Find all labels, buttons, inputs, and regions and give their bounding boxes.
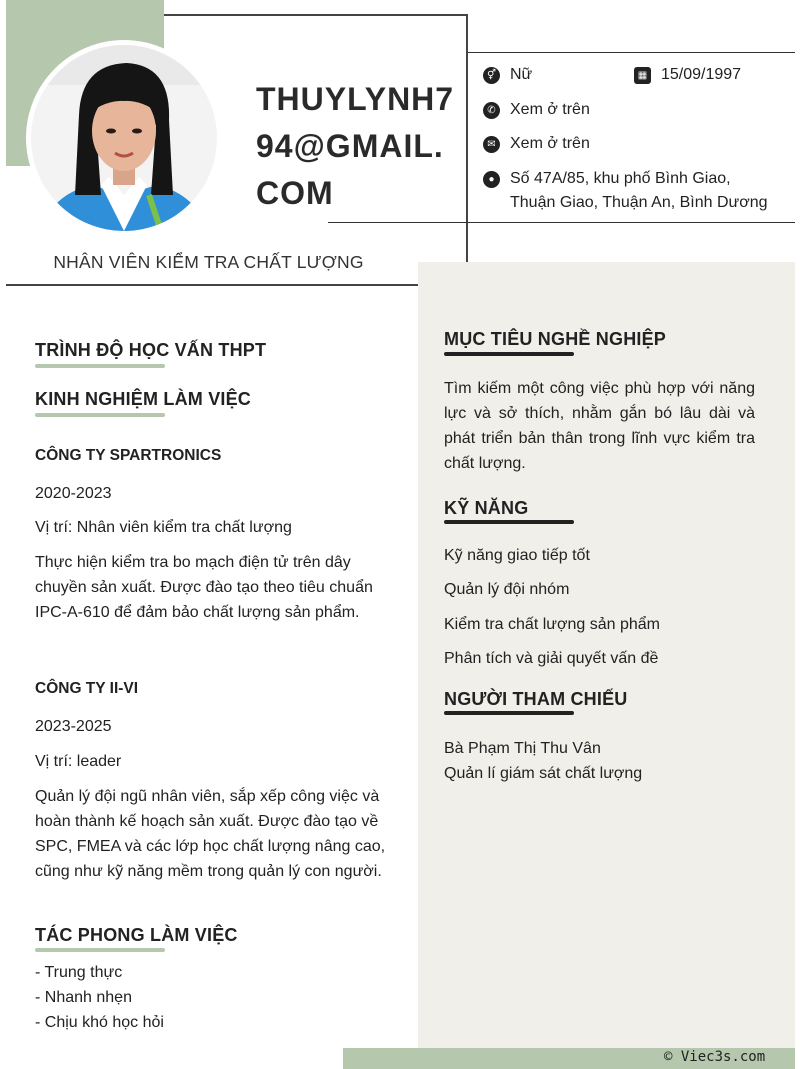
experience-title: KINH NGHIỆM LÀM VIỆC	[35, 389, 252, 409]
contact-divider-bottom	[328, 222, 795, 223]
job-1-company: CÔNG TY SPARTRONICS	[35, 447, 222, 464]
job-2-description: Quản lý đội ngũ nhân viên, sắp xếp công việc và hoàn thành kế hoạch sản xuất. Được đào tạo về SPC, FMEA và các lớp học chất lượng nâng cao, cũng như kỹ năng mềm trong quản lý con người.	[35, 788, 386, 880]
phone-icon: ✆	[483, 102, 500, 119]
career-goal-underline	[444, 352, 574, 356]
candidate-name: THUYLYNH794@GMAIL.COM	[256, 81, 455, 211]
skill-item: Quản lý đội nhóm	[444, 581, 570, 598]
job-2-company: CÔNG TY II-VI	[35, 680, 139, 697]
reference-role: Quản lí giám sát chất lượng	[444, 765, 643, 782]
career-goal-title: MỤC TIÊU NGHỀ NGHIỆP	[444, 329, 667, 349]
work-style-item: - Chịu khó học hỏi	[35, 1014, 164, 1031]
location-icon: ●	[483, 171, 500, 188]
job-1-period: 2020-2023	[35, 485, 112, 502]
work-style-item: - Nhanh nhẹn	[35, 989, 132, 1006]
address-line-2: Thuận Giao, Thuận An, Bình Dương	[510, 194, 768, 211]
profile-photo	[31, 45, 217, 231]
address-line-1: Số 47A/85, khu phố Bình Giao,	[510, 170, 731, 187]
education-underline	[35, 364, 165, 368]
header-frame-top	[164, 14, 468, 16]
work-style-title: TÁC PHONG LÀM VIỆC	[35, 925, 238, 945]
contact-email: ✉ Xem ở trên	[483, 135, 590, 156]
avatar	[26, 40, 222, 236]
experience-underline	[35, 413, 165, 417]
references-underline	[444, 711, 574, 715]
skills-title: KỸ NĂNG	[444, 498, 529, 518]
skills-underline	[444, 520, 574, 524]
contact-birthday: ▦ 15/09/1997	[634, 66, 741, 87]
footer-copyright: © Viec3s.com	[664, 1049, 766, 1065]
job-1-description: Thực hiện kiểm tra bo mạch điện tử trên dây chuyền sản xuất. Được đào tạo theo tiêu chuẩn IPC-A-610 để đảm bảo chất lượng sản phẩm.	[35, 554, 373, 621]
contact-gender: ⚥ Nữ	[483, 66, 532, 87]
education-title: TRÌNH ĐỘ HỌC VẤN THPT	[35, 340, 267, 360]
job-2-period: 2023-2025	[35, 718, 112, 735]
contact-divider-top	[468, 52, 795, 53]
job-1-position: Vị trí: Nhân viên kiểm tra chất lượng	[35, 519, 292, 536]
skill-item: Phân tích và giải quyết vấn đề	[444, 650, 659, 667]
references-title: NGƯỜI THAM CHIẾU	[444, 689, 628, 709]
email-icon: ✉	[483, 136, 500, 153]
contact-phone: ✆ Xem ở trên	[483, 101, 590, 122]
contact-address	[483, 170, 768, 215]
job-title: NHÂN VIÊN KIỂM TRA CHẤT LƯỢNG	[53, 252, 364, 272]
work-style-underline	[35, 948, 165, 952]
header-frame-bottom	[6, 284, 418, 286]
work-style-item: - Trung thực	[35, 964, 123, 981]
calendar-icon: ▦	[634, 67, 651, 84]
skill-item: Kỹ năng giao tiếp tốt	[444, 547, 590, 564]
reference-name: Bà Phạm Thị Thu Vân	[444, 740, 601, 757]
job-2-position: Vị trí: leader	[35, 753, 122, 770]
gender-icon: ⚥	[483, 67, 500, 84]
skill-item: Kiểm tra chất lượng sản phẩm	[444, 616, 660, 633]
career-goal-text: Tìm kiếm một công việc phù hợp với năng lực và sở thích, nhằm gắn bó lâu dài và phát triển bản thân trong lĩnh vực kiểm tra chất lượng.	[444, 380, 755, 472]
